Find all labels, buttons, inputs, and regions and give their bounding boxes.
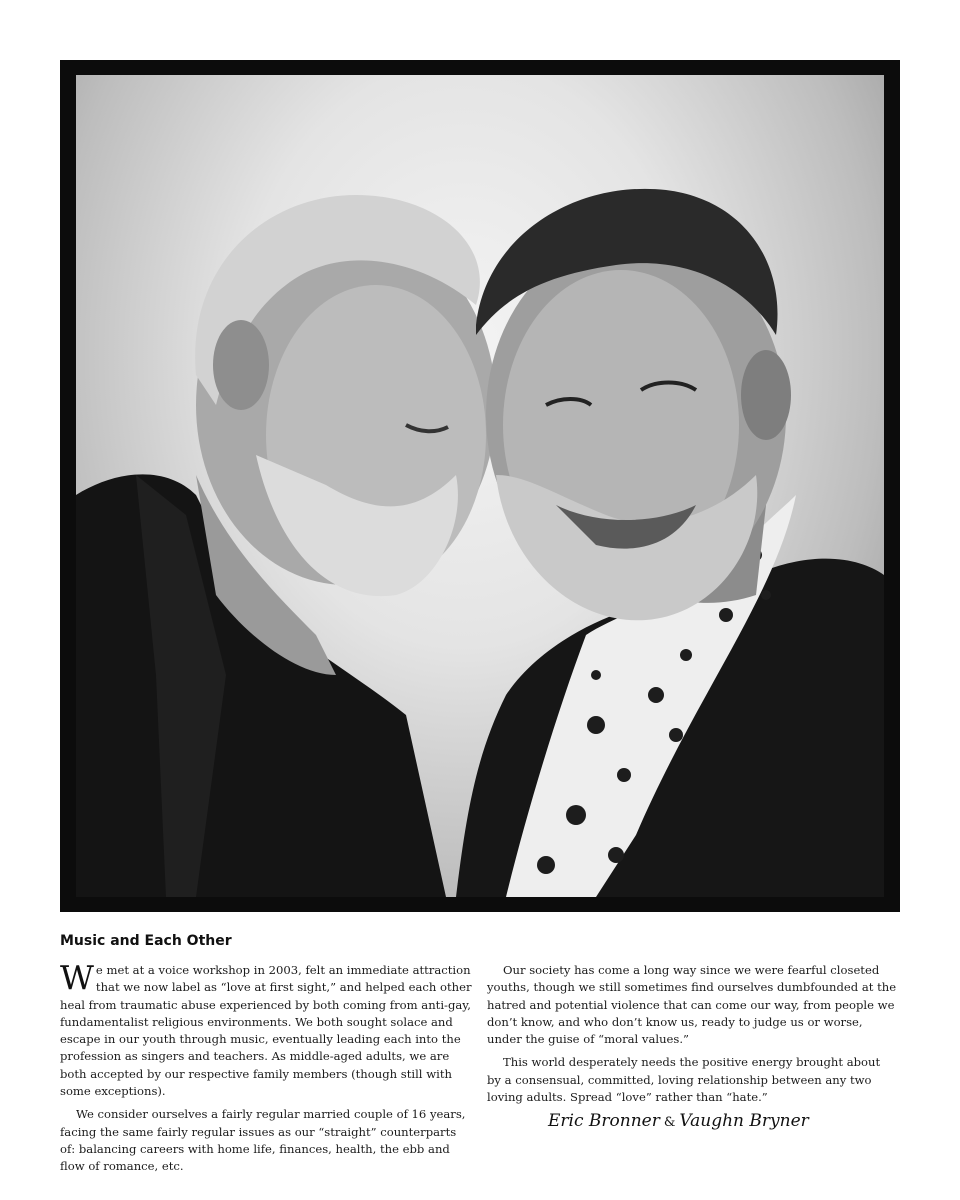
portrait-photo [76,75,884,897]
signature [548,1111,809,1131]
paragraph-text: e met at a voice workshop in 2003, felt an immediate attraction that we now label as “love at first sight,” and helped each other heal from traumatic abuse experienced by both coming from anti-gay, fundamentalist religious environments. We both sought solace and escape in our youth through music, eventually leading each into the profession as singers and teachers. As middle-aged adults, we are both accepted by our respective family members (though still with some exceptions). [60,963,472,1099]
portrait-illustration [76,75,884,897]
drop-cap: W [60,958,94,997]
paragraph [60,958,472,1100]
signature-name: Vaughn Bryner [679,1111,809,1131]
right-column [487,962,897,1112]
paragraph: Our society has come a long way since we were fearful closeted youths, though we still sometimes find ourselves dumbfounded at the hatred and potential violence that can come our way, from people we don’t know, and who don’t know us, ready to judge us or worse, under the guise of “moral values.” [487,963,897,1047]
signature-ampersand: & [663,1115,676,1130]
left-column [60,958,472,1182]
paragraph: This world desperately needs the positive energy brought about by a consensual, committed, loving relationship between any two loving adults. Spread “love” rather than “hate.” [487,1055,881,1105]
paragraph: We consider ourselves a fairly regular married couple of 16 years, facing the same fairly regular issues as our “straight” counterparts of: balancing careers with home life, finances, health, the ebb and flow of romance, etc. [60,1107,466,1174]
photo-frame [60,60,900,912]
signature-name: Eric Bronner [548,1111,660,1131]
article-title: Music and Each Other [60,933,232,949]
